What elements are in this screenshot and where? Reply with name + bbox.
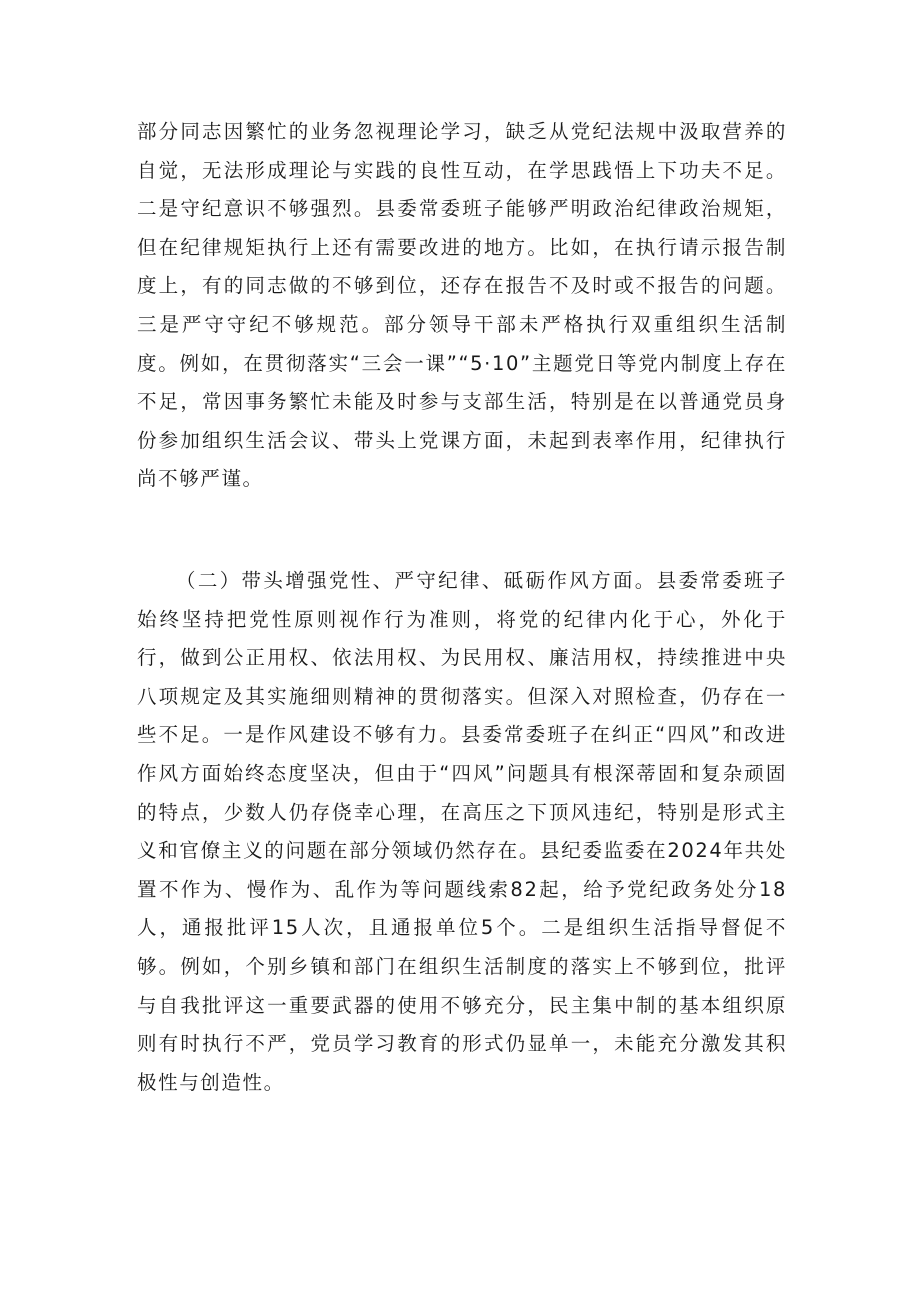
body-paragraph-1: 部分同志因繁忙的业务忽视理论学习，缺乏从党纪法规中汲取营养的自觉，无法形成理论与实践的良性互动，在学思践悟上下功夫不足。二是守纪意识不够强烈。县委常委班子能够严明政治纪律政治规矩，但在纪律规矩执行上还有需要改进的地方。比如，在执行请示报告制度上，有的同志做的不够到位，还存在报告不及时或不报告的问题。三是严守守纪不够规范。部分领导干部未严格执行双重组织生活制度。例如，在贯彻落实“三会一课”“5·10”主题党日等党内制度上存在不足，常因事务繁忙未能及时参与支部生活，特别是在以普通党员身份参加组织生活会议、带头上党课方面，未起到表率作用，纪律执行尚不够严谨。 [137,120,787,491]
body-paragraph-2: （二）带头增强党性、严守纪律、砥砺作风方面。县委常委班子始终坚持把党性原则视作行为准则，将党的纪律内化于心，外化于行，做到公正用权、依法用权、为民用权、廉洁用权，持续推进中央八项规定及其实施细则精神的贯彻落实。但深入对照检查，仍存在一些不足。一是作风建设不够有力。县委常委班子在纠正“四风”和改进作风方面始终态度坚决，但由于“四风”问题具有根深蒂固和复杂顽固的特点，少数人仍存侥幸心理，在高压之下顶风违纪，特别是形式主义和官僚主义的问题在部分领域仍然存在。县纪委监委在2024年共处置不作为、慢作为、乱作为等问题线索82起，给予党纪政务处分18人，通报批评15人次，且通报单位5个。二是组织生活指导督促不够。例如，个别乡镇和部门在组织生活制度的落实上不够到位，批评与自我批评这一重要武器的使用不够充分，民主集中制的基本组织原则有时执行不严，党员学习教育的形式仍显单一，未能充分激发其积极性与创造性。 [137,569,787,1094]
